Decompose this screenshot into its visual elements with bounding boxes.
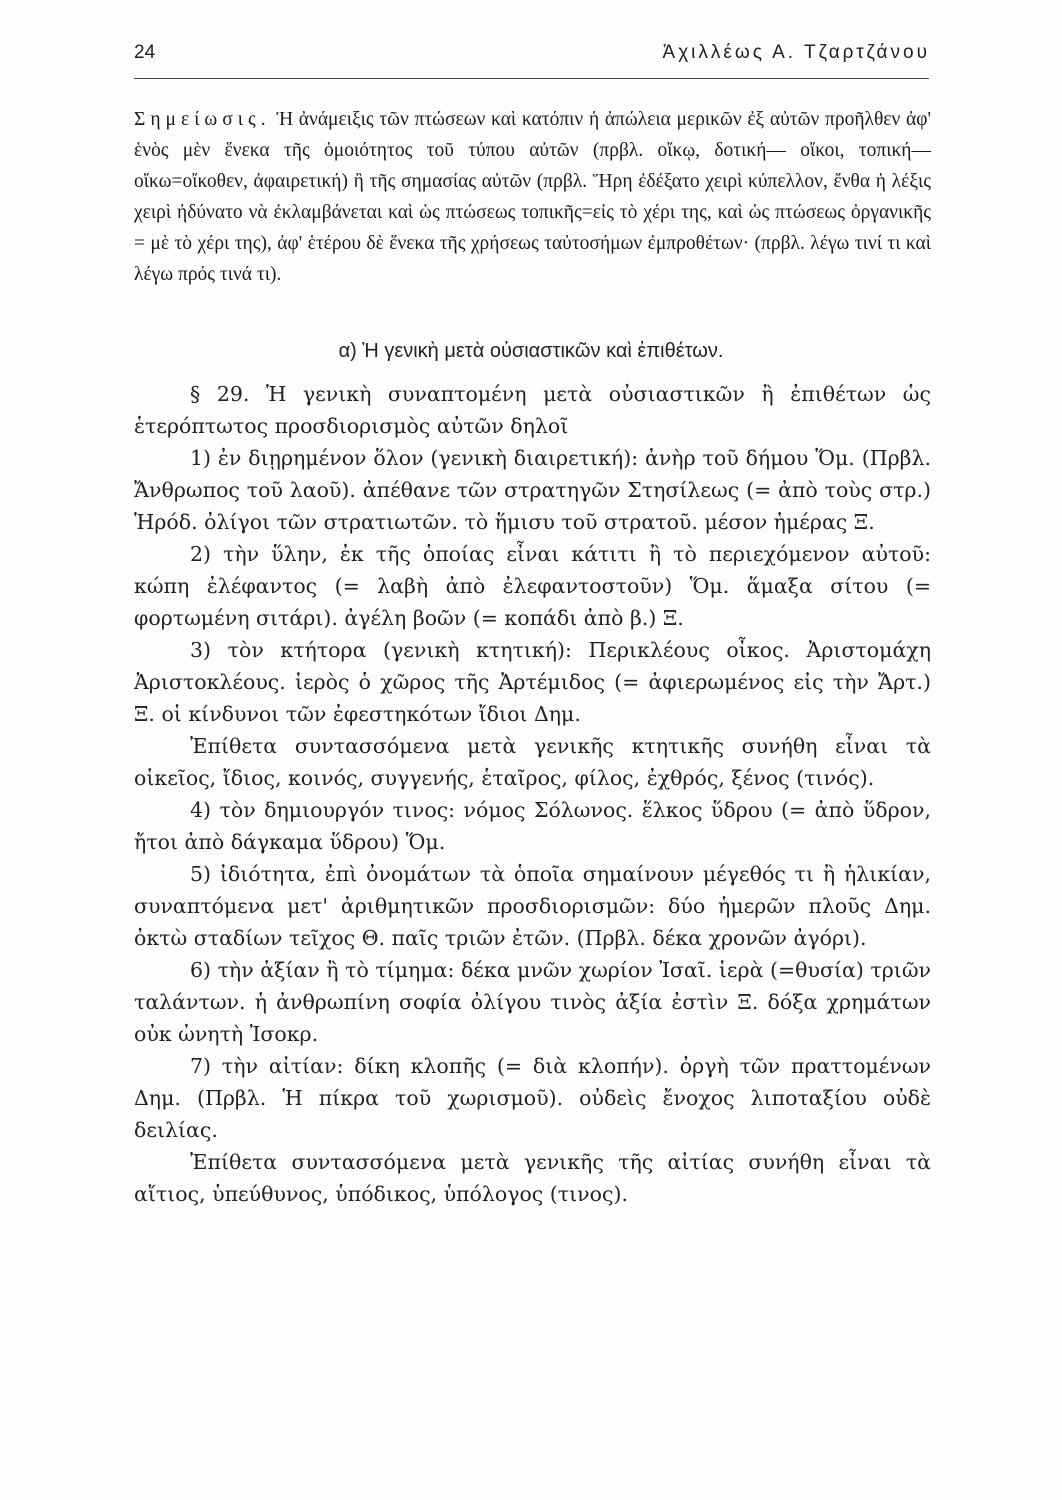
paragraph-possessor: 3) τὸν κτήτορα (γενικὴ κτητική): Περικλέους οἶκος. Ἀριστομάχη Ἀριστοκλέους. ἱερὸς ὁ χῶρος τῆς Ἀρτέμιδος (= ἀφιερωμένος εἰς τὴν Ἄρτ.) Ξ. οἱ κίνδυνοι τῶν ἐφεστηκότων ἴδιοι Δημ. [134,638,931,726]
paragraph-29-intro: § 29. Ἡ γενικὴ συναπτομένη μετὰ οὐσιαστικῶν ἢ ἐπιθέτων ὡς ἑτερόπτωτος προσδιορισμὸς αὐτῶν δηλοῖ [134,382,931,438]
note-text: Ἡ ἀνάμειξις τῶν πτώσεων καὶ κατόπιν ἡ ἀπώλεια μερικῶν ἐξ αὐτῶν προῆλθεν ἀφ' ἑνὸς μὲν ἕνεκα τῆς ὁμοιότητος τοῦ τύπου αὐτῶν (πρβλ. οἴκῳ, δοτική— οἴκοι, τοπική—οἴκω=οἴκοθεν, ἀφαιρετική) ἢ τῆς σημασίας αὐτῶν (πρβλ. Ἥρη ἐδέξατο χειρὶ κύπελλον, ἔνθα ἡ λέξις χειρὶ ἠδύνατο νὰ ἐκλαμβάνεται καὶ ὡς πτώσεως τοπικῆς=εἰς τὸ χέρι της, καὶ ὡς πτώσεως ὀργανικῆς = μὲ τὸ χέρι της), ἀφ' ἑτέρου δὲ ἕνεκα τῆς χρήσεως ταὐτοσήμων ἐμπροθέτων· (πρβλ. λέγω τινί τι καὶ λέγω πρός τινά τι). [134,109,931,285]
section-heading: α) Ἡ γενικὴ μετὰ οὐσιαστικῶν καὶ ἐπιθέτων. [338,340,724,362]
note-paragraph [134,104,931,290]
paragraph-cause: 7) τὴν αἰτίαν: δίκη κλοπῆς (= διὰ κλοπήν). ὀργὴ τῶν πραττομένων Δημ. (Πρβλ. Ἡ πίκρα τοῦ χωρισμοῦ). οὐδεὶς ἔνοχος λιποταξίου οὐδὲ δειλίας. [134,1054,931,1142]
paragraph-partitive: 1) ἐν διῃρημένον ὅλον (γενικὴ διαιρετική): ἀνὴρ τοῦ δήμου Ὅμ. (Πρβλ. Ἄνθρωπος τοῦ λαοῦ). ἀπέθανε τῶν στρατηγῶν Στησίλεως (= ἀπὸ τοὺς στρ.) Ἡρόδ. ὀλίγοι τῶν στρατιωτῶν. τὸ ἥμισυ τοῦ στρατοῦ. μέσον ἡμέρας Ξ. [134,446,931,534]
running-title: Ἀχιλλέως Α. Τζαρτζάνου [662,42,930,63]
paragraph-cause-adjectives: Ἐπίθετα συντασσόμενα μετὰ γενικῆς τῆς αἰτίας συνήθη εἶναι τὰ αἴτιος, ὑπεύθυνος, ὑπόδικος, ὑπόλογος (τινος). [134,1150,931,1206]
paragraph-creator: 4) τὸν δημιουργόν τινος: νόμος Σόλωνος. ἕλκος ὕδρου (= ἀπὸ ὕδρον, ἤτοι ἀπὸ δάγκαμα ὕδρου) Ὅμ. [134,798,931,854]
paragraph-possessive-adjectives: Ἐπίθετα συντασσόμενα μετὰ γενικῆς κτητικῆς συνήθη εἶναι τὰ οἰκεῖος, ἴδιος, κοινός, συγγενής, ἑταῖρος, φίλος, ἐχθρός, ξένος (τινός). [134,734,931,790]
paragraph-quality: 5) ἰδιότητα, ἐπὶ ὀνομάτων τὰ ὁποῖα σημαίνουν μέγεθός τι ἢ ἡλικίαν, συναπτόμενα μετ' ἀριθμητικῶν προσδιορισμῶν: δύο ἡμερῶν πλοῦς Δημ. ὀκτὼ σταδίων τεῖχος Θ. παῖς τριῶν ἐτῶν. (Πρβλ. δέκα χρονῶν ἀγόρι). [134,862,931,950]
note-label: Σημείωσις. [134,109,271,130]
body-text [134,378,931,1210]
page-number: 24 [134,42,156,63]
paragraph-material: 2) τὴν ὕλην, ἐκ τῆς ὁποίας εἶναι κάτιτι ἢ τὸ περιεχόμενον αὐτοῦ: κώπη ἐλέφαντος (= λαβὴ ἀπὸ ἐλεφαντοστοῦν) Ὅμ. ἅμαξα σίτου (= φορτωμένη σιτάρι). ἀγέλη βοῶν (= κοπάδι ἀπὸ β.) Ξ. [134,542,931,630]
note-block [134,104,931,290]
paragraph-value: 6) τὴν ἀξίαν ἢ τὸ τίμημα: δέκα μνῶν χωρίον Ἰσαῖ. ἱερὰ (=θυσία) τριῶν ταλάντων. ἡ ἀνθρωπίνη σοφία ὀλίγου τινὸς ἀξία ἐστὶν Ξ. δόξα χρημάτων οὐκ ὠνητὴ Ἰσοκρ. [134,958,931,1046]
header-rule [134,78,929,79]
page-header [134,42,930,72]
